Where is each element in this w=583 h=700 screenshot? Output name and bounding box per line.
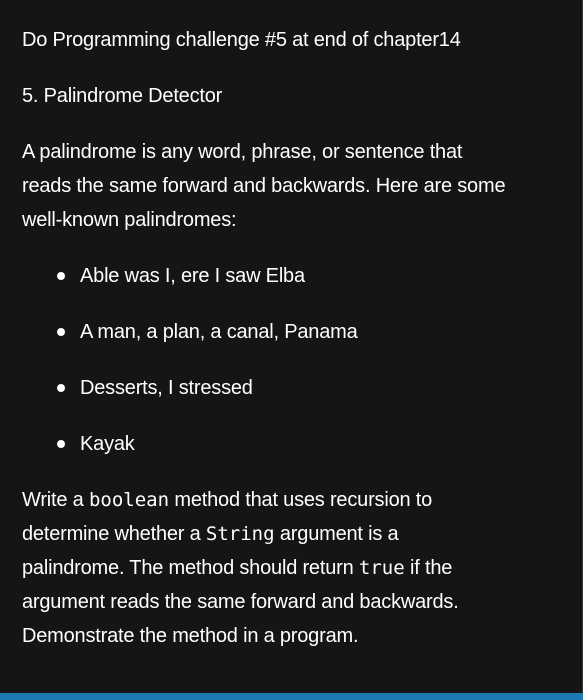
instructions-text: determine whether a [22,523,206,545]
list-item [22,315,567,349]
instructions-paragraph [22,483,567,653]
instructions-line [22,483,567,517]
list-item-text: Kayak [80,433,135,455]
instructions-text: Write a [22,489,89,511]
instructions-text: method that uses recursion to [169,489,433,511]
list-item [22,259,567,293]
bullet-icon [57,272,65,280]
bullet-icon [57,440,65,448]
instructions-line: Demonstrate the method in a program. [22,625,359,647]
intro-line: well-known palindromes: [22,209,237,231]
list-item [22,371,567,405]
bullet-icon [57,384,65,392]
challenge-title: 5. Palindrome Detector [22,85,223,107]
instructions-line [22,517,567,551]
code-boolean: boolean [88,489,170,511]
accent-bar [0,693,583,700]
instructions-text: palindrome. The method should return [22,557,359,579]
list-item [22,427,567,461]
instructions-line: argument reads the same forward and backwards. [22,591,459,613]
question-content [22,23,567,675]
list-item-text: A man, a plan, a canal, Panama [80,321,358,343]
instructions-text: argument is a [274,523,399,545]
palindrome-list [22,259,567,461]
question-heading: Do Programming challenge #5 at end of chapter14 [22,29,461,51]
instructions-line [22,551,567,585]
list-item-text: Desserts, I stressed [80,377,253,399]
intro-line: reads the same forward and backwards. Here are some [22,175,506,197]
intro-paragraph [22,135,567,237]
list-item-text: Able was I, ere I saw Elba [80,265,305,287]
instructions-text: if the [404,557,453,579]
intro-line: A palindrome is any word, phrase, or sentence that [22,141,463,163]
code-true: true [358,557,405,579]
bullet-icon [57,328,65,336]
code-string: String [205,523,275,545]
